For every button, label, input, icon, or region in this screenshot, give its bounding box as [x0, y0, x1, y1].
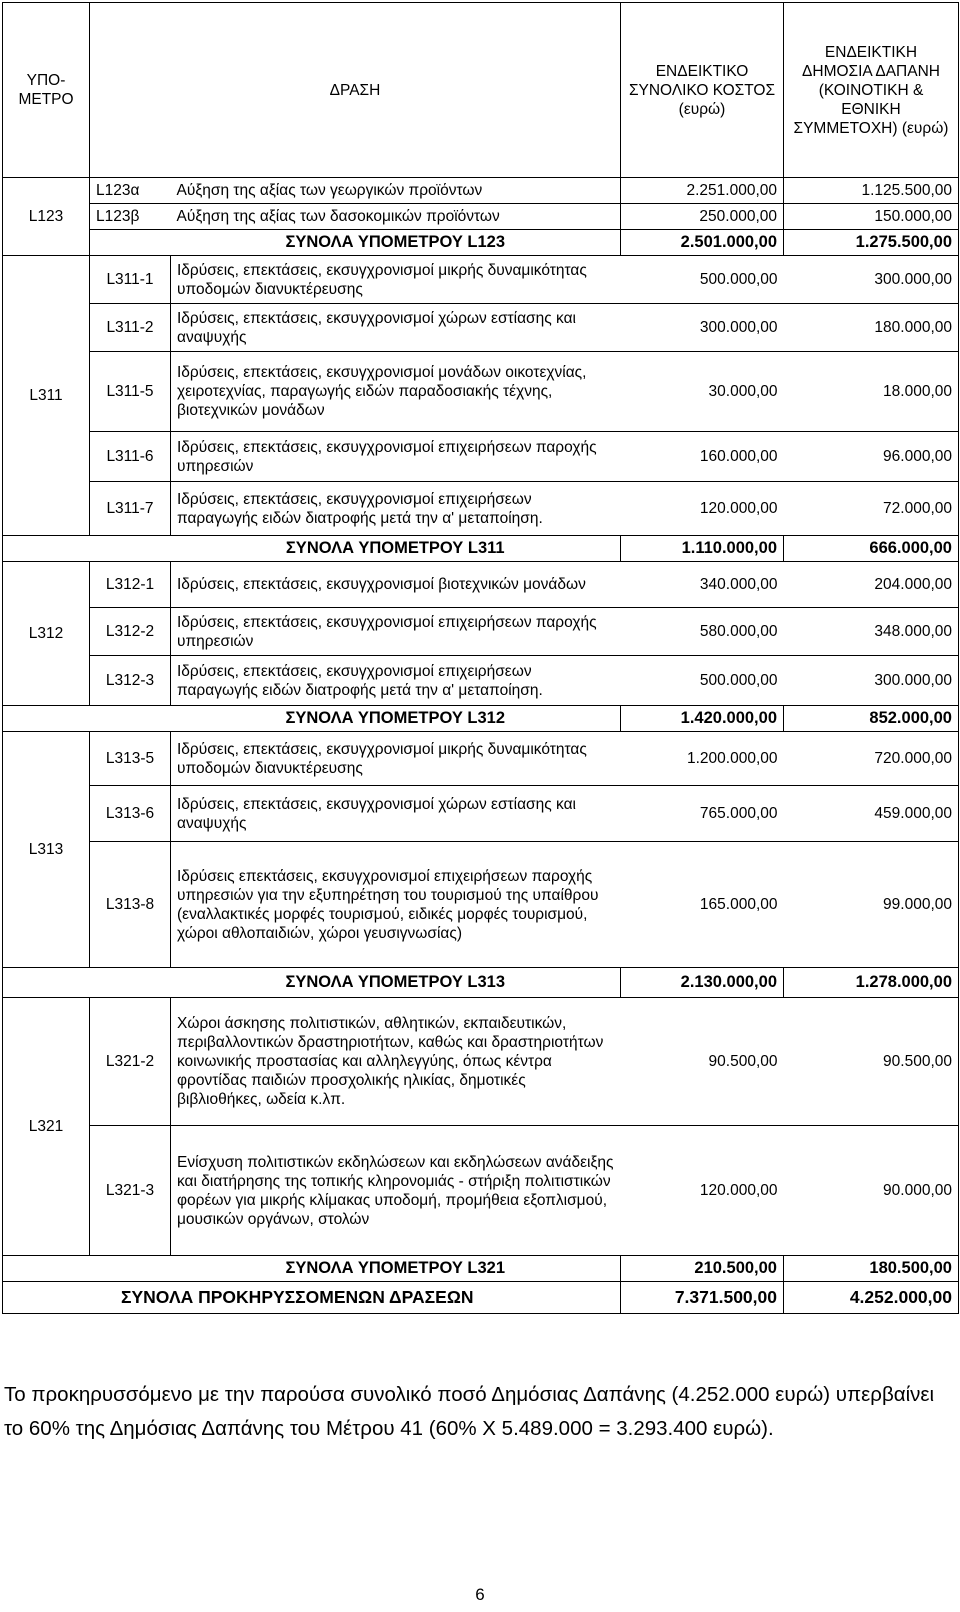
header-public-expenditure: ΕΝΔΕΙΚΤΙΚΗ ΔΗΜΟΣΙΑ ΔΑΠΑΝΗ (ΚΟΙΝΟΤΙΚΗ & ΕΘΝΙΚΗ ΣΥΜΜΕΤΟΧΗ) (ευρώ)	[784, 3, 959, 178]
total-cost: 765.000,00	[621, 786, 784, 842]
action-description: Ιδρύσεις, επεκτάσεις, εκσυγχρονισμοί επιχειρήσεων παροχής υπηρεσιών	[171, 608, 621, 656]
table-row	[3, 178, 959, 204]
subtotal-row	[3, 1256, 959, 1282]
submeasure-code: L311	[3, 256, 90, 536]
public-expenditure: 204.000,00	[784, 562, 959, 608]
subtotal-total-cost: 1.420.000,00	[621, 706, 784, 732]
subtotal-label: ΣΥΝΟΛΑ ΥΠΟΜΕΤΡΟΥ L313	[171, 968, 621, 998]
table-row	[3, 562, 959, 608]
note-text: Το προκηρυσσόμενο με την παρούσα συνολικό ποσό Δημόσιας Δαπάνης (4.252.000 ευρώ) υπερβαίνει το 60% της Δημόσιας Δαπάνης του Μέτρου 41 (60% Χ 5.489.000 = 3.293.400 ευρώ).	[4, 1383, 935, 1440]
action-description: Ιδρύσεις επεκτάσεις, εκσυγχρονισμοί επιχειρήσεων παροχής υπηρεσιών για την εξυπηρέτηση του τουρισμού της υπαίθρου (εναλλακτικές μορφές τουρισμού, ειδικές μορφές τουρισμού, χώροι αθλοπαιδιών, χώροι γευσιγνωσίας)	[171, 842, 621, 968]
header-action: ΔΡΑΣΗ	[90, 3, 621, 178]
action-code: L311-2	[90, 304, 171, 352]
action-description: Ιδρύσεις, επεκτάσεις, εκσυγχρονισμοί βιοτεχνικών μονάδων	[171, 562, 621, 608]
table-row	[3, 352, 959, 432]
action-description: Χώροι άσκησης πολιτιστικών, αθλητικών, εκπαιδευτικών, περιβαλλοντικών δραστηριοτήτων, καθώς και δραστηριοτήτων κοινωνικής προστασίας και αλληλεγγύης, όπως κέντρα φροντίδας παιδιών προσχολικής ηλικίας, δημοτικές βιβλιοθήκες, ωδεία κ.λπ.	[171, 998, 621, 1126]
action-description: Ιδρύσεις, επεκτάσεις, εκσυγχρονισμοί μονάδων οικοτεχνίας, χειροτεχνίας, παραγωγής ειδών παραδοσιακής τέχνης, βιοτεχνικών μονάδων	[171, 352, 621, 432]
subtotal-public-expenditure: 666.000,00	[784, 536, 959, 562]
public-expenditure: 90.000,00	[784, 1126, 959, 1256]
public-expenditure: 300.000,00	[784, 656, 959, 706]
public-expenditure: 300.000,00	[784, 256, 959, 304]
public-expenditure: 90.500,00	[784, 998, 959, 1126]
total-cost: 30.000,00	[621, 352, 784, 432]
header-row	[3, 3, 959, 178]
subtotal-label: ΣΥΝΟΛΑ ΥΠΟΜΕΤΡΟΥ L311	[171, 536, 621, 562]
header-submeasure: ΥΠΟ-ΜΕΤΡΟ	[3, 3, 90, 178]
action-description: Ενίσχυση πολιτιστικών εκδηλώσεων και εκδηλώσεων ανάδειξης και διατήρησης της τοπικής κληρονομιάς - στήριξη πολιτιστικών φορέων για μικρής κλίμακας υποδομή, προμήθεια εξοπλισμού, μουσικών οργάνων, στολών	[171, 1126, 621, 1256]
action-code: L311-1	[90, 256, 171, 304]
action-code: L321-2	[90, 998, 171, 1126]
table-row	[3, 1126, 959, 1256]
submeasure-code: L312	[3, 562, 90, 706]
total-cost: 120.000,00	[621, 1126, 784, 1256]
grand-total-public-expenditure: 4.252.000,00	[784, 1282, 959, 1314]
subtotal-row	[3, 230, 959, 256]
subtotal-public-expenditure: 1.275.500,00	[784, 230, 959, 256]
subtotal-total-cost: 2.501.000,00	[621, 230, 784, 256]
action-code: L313-5	[90, 732, 171, 786]
total-cost: 250.000,00	[621, 204, 784, 230]
table-row	[3, 482, 959, 536]
table-row	[3, 842, 959, 968]
public-expenditure: 180.000,00	[784, 304, 959, 352]
public-expenditure: 150.000,00	[784, 204, 959, 230]
subtotal-label: ΣΥΝΟΛΑ ΥΠΟΜΕΤΡΟΥ L123	[171, 230, 621, 256]
table-row	[3, 432, 959, 482]
public-expenditure: 1.125.500,00	[784, 178, 959, 204]
total-cost: 1.200.000,00	[621, 732, 784, 786]
action-code: L313-6	[90, 786, 171, 842]
total-cost: 165.000,00	[621, 842, 784, 968]
subtotal-total-cost: 1.110.000,00	[621, 536, 784, 562]
total-cost: 2.251.000,00	[621, 178, 784, 204]
subtotal-label: ΣΥΝΟΛΑ ΥΠΟΜΕΤΡΟΥ L321	[171, 1256, 621, 1282]
public-expenditure: 720.000,00	[784, 732, 959, 786]
table-row	[3, 786, 959, 842]
public-expenditure: 348.000,00	[784, 608, 959, 656]
table-row	[3, 656, 959, 706]
public-expenditure: 459.000,00	[784, 786, 959, 842]
subtotal-row	[3, 968, 959, 998]
action-description: Ιδρύσεις, επεκτάσεις, εκσυγχρονισμοί χώρων εστίασης και αναψυχής	[171, 304, 621, 352]
subtotal-row	[3, 536, 959, 562]
action-description: Αύξηση της αξίας των γεωργικών προϊόντων	[171, 178, 621, 204]
action-description: Ιδρύσεις, επεκτάσεις, εκσυγχρονισμοί επιχειρήσεων παραγωγής ειδών διατροφής μετά την α' μεταποίηση.	[171, 656, 621, 706]
action-code: L311-5	[90, 352, 171, 432]
total-cost: 160.000,00	[621, 432, 784, 482]
subtotal-public-expenditure: 1.278.000,00	[784, 968, 959, 998]
table-row	[3, 732, 959, 786]
action-code: L312-1	[90, 562, 171, 608]
total-cost: 120.000,00	[621, 482, 784, 536]
subtotal-public-expenditure: 180.500,00	[784, 1256, 959, 1282]
total-cost: 500.000,00	[621, 256, 784, 304]
public-expenditure: 72.000,00	[784, 482, 959, 536]
public-expenditure: 96.000,00	[784, 432, 959, 482]
grand-total-label: ΣΥΝΟΛΑ ΠΡΟΚΗΡΥΣΣΟΜΕΝΩΝ ΔΡΑΣΕΩΝ	[3, 1282, 621, 1314]
action-code: L312-2	[90, 608, 171, 656]
action-code: L312-3	[90, 656, 171, 706]
header-total-cost: ΕΝΔΕΙΚΤΙΚΟ ΣΥΝΟΛΙΚΟ ΚΟΣΤΟΣ (ευρώ)	[621, 3, 784, 178]
table-row	[3, 204, 959, 230]
total-cost: 500.000,00	[621, 656, 784, 706]
note-paragraph	[4, 1378, 954, 1446]
total-cost: 340.000,00	[621, 562, 784, 608]
total-cost: 580.000,00	[621, 608, 784, 656]
submeasure-code: L313	[3, 732, 90, 968]
action-description: Ιδρύσεις, επεκτάσεις, εκσυγχρονισμοί μικρής δυναμικότητας υποδομών διανυκτέρευσης	[171, 732, 621, 786]
grand-total-cost: 7.371.500,00	[621, 1282, 784, 1314]
table-row	[3, 304, 959, 352]
action-code: L123α	[90, 178, 171, 204]
action-code: L123β	[90, 204, 171, 230]
total-cost: 90.500,00	[621, 998, 784, 1126]
subtotal-total-cost: 2.130.000,00	[621, 968, 784, 998]
action-description: Ιδρύσεις, επεκτάσεις, εκσυγχρονισμοί χώρων εστίασης και αναψυχής	[171, 786, 621, 842]
action-code: L311-7	[90, 482, 171, 536]
subtotal-row	[3, 706, 959, 732]
action-code: L313-8	[90, 842, 171, 968]
action-code: L311-6	[90, 432, 171, 482]
page-number: 6	[475, 1585, 485, 1604]
submeasure-code: L123	[3, 178, 90, 256]
submeasure-code: L321	[3, 998, 90, 1256]
public-expenditure: 99.000,00	[784, 842, 959, 968]
subtotal-total-cost: 210.500,00	[621, 1256, 784, 1282]
subtotal-public-expenditure: 852.000,00	[784, 706, 959, 732]
budget-table	[2, 2, 959, 1314]
action-description: Ιδρύσεις, επεκτάσεις, εκσυγχρονισμοί επιχειρήσεων παραγωγής ειδών διατροφής μετά την α' μεταποίηση.	[171, 482, 621, 536]
action-code: L321-3	[90, 1126, 171, 1256]
table-row	[3, 608, 959, 656]
subtotal-label: ΣΥΝΟΛΑ ΥΠΟΜΕΤΡΟΥ L312	[171, 706, 621, 732]
total-cost: 300.000,00	[621, 304, 784, 352]
public-expenditure: 18.000,00	[784, 352, 959, 432]
table-row	[3, 998, 959, 1126]
action-description: Ιδρύσεις, επεκτάσεις, εκσυγχρονισμοί μικρής δυναμικότητας υποδομών διανυκτέρευσης	[171, 256, 621, 304]
action-description: Αύξηση της αξίας των δασοκομικών προϊόντων	[171, 204, 621, 230]
grand-total-row	[3, 1282, 959, 1314]
table-row	[3, 256, 959, 304]
action-description: Ιδρύσεις, επεκτάσεις, εκσυγχρονισμοί επιχειρήσεων παροχής υπηρεσιών	[171, 432, 621, 482]
